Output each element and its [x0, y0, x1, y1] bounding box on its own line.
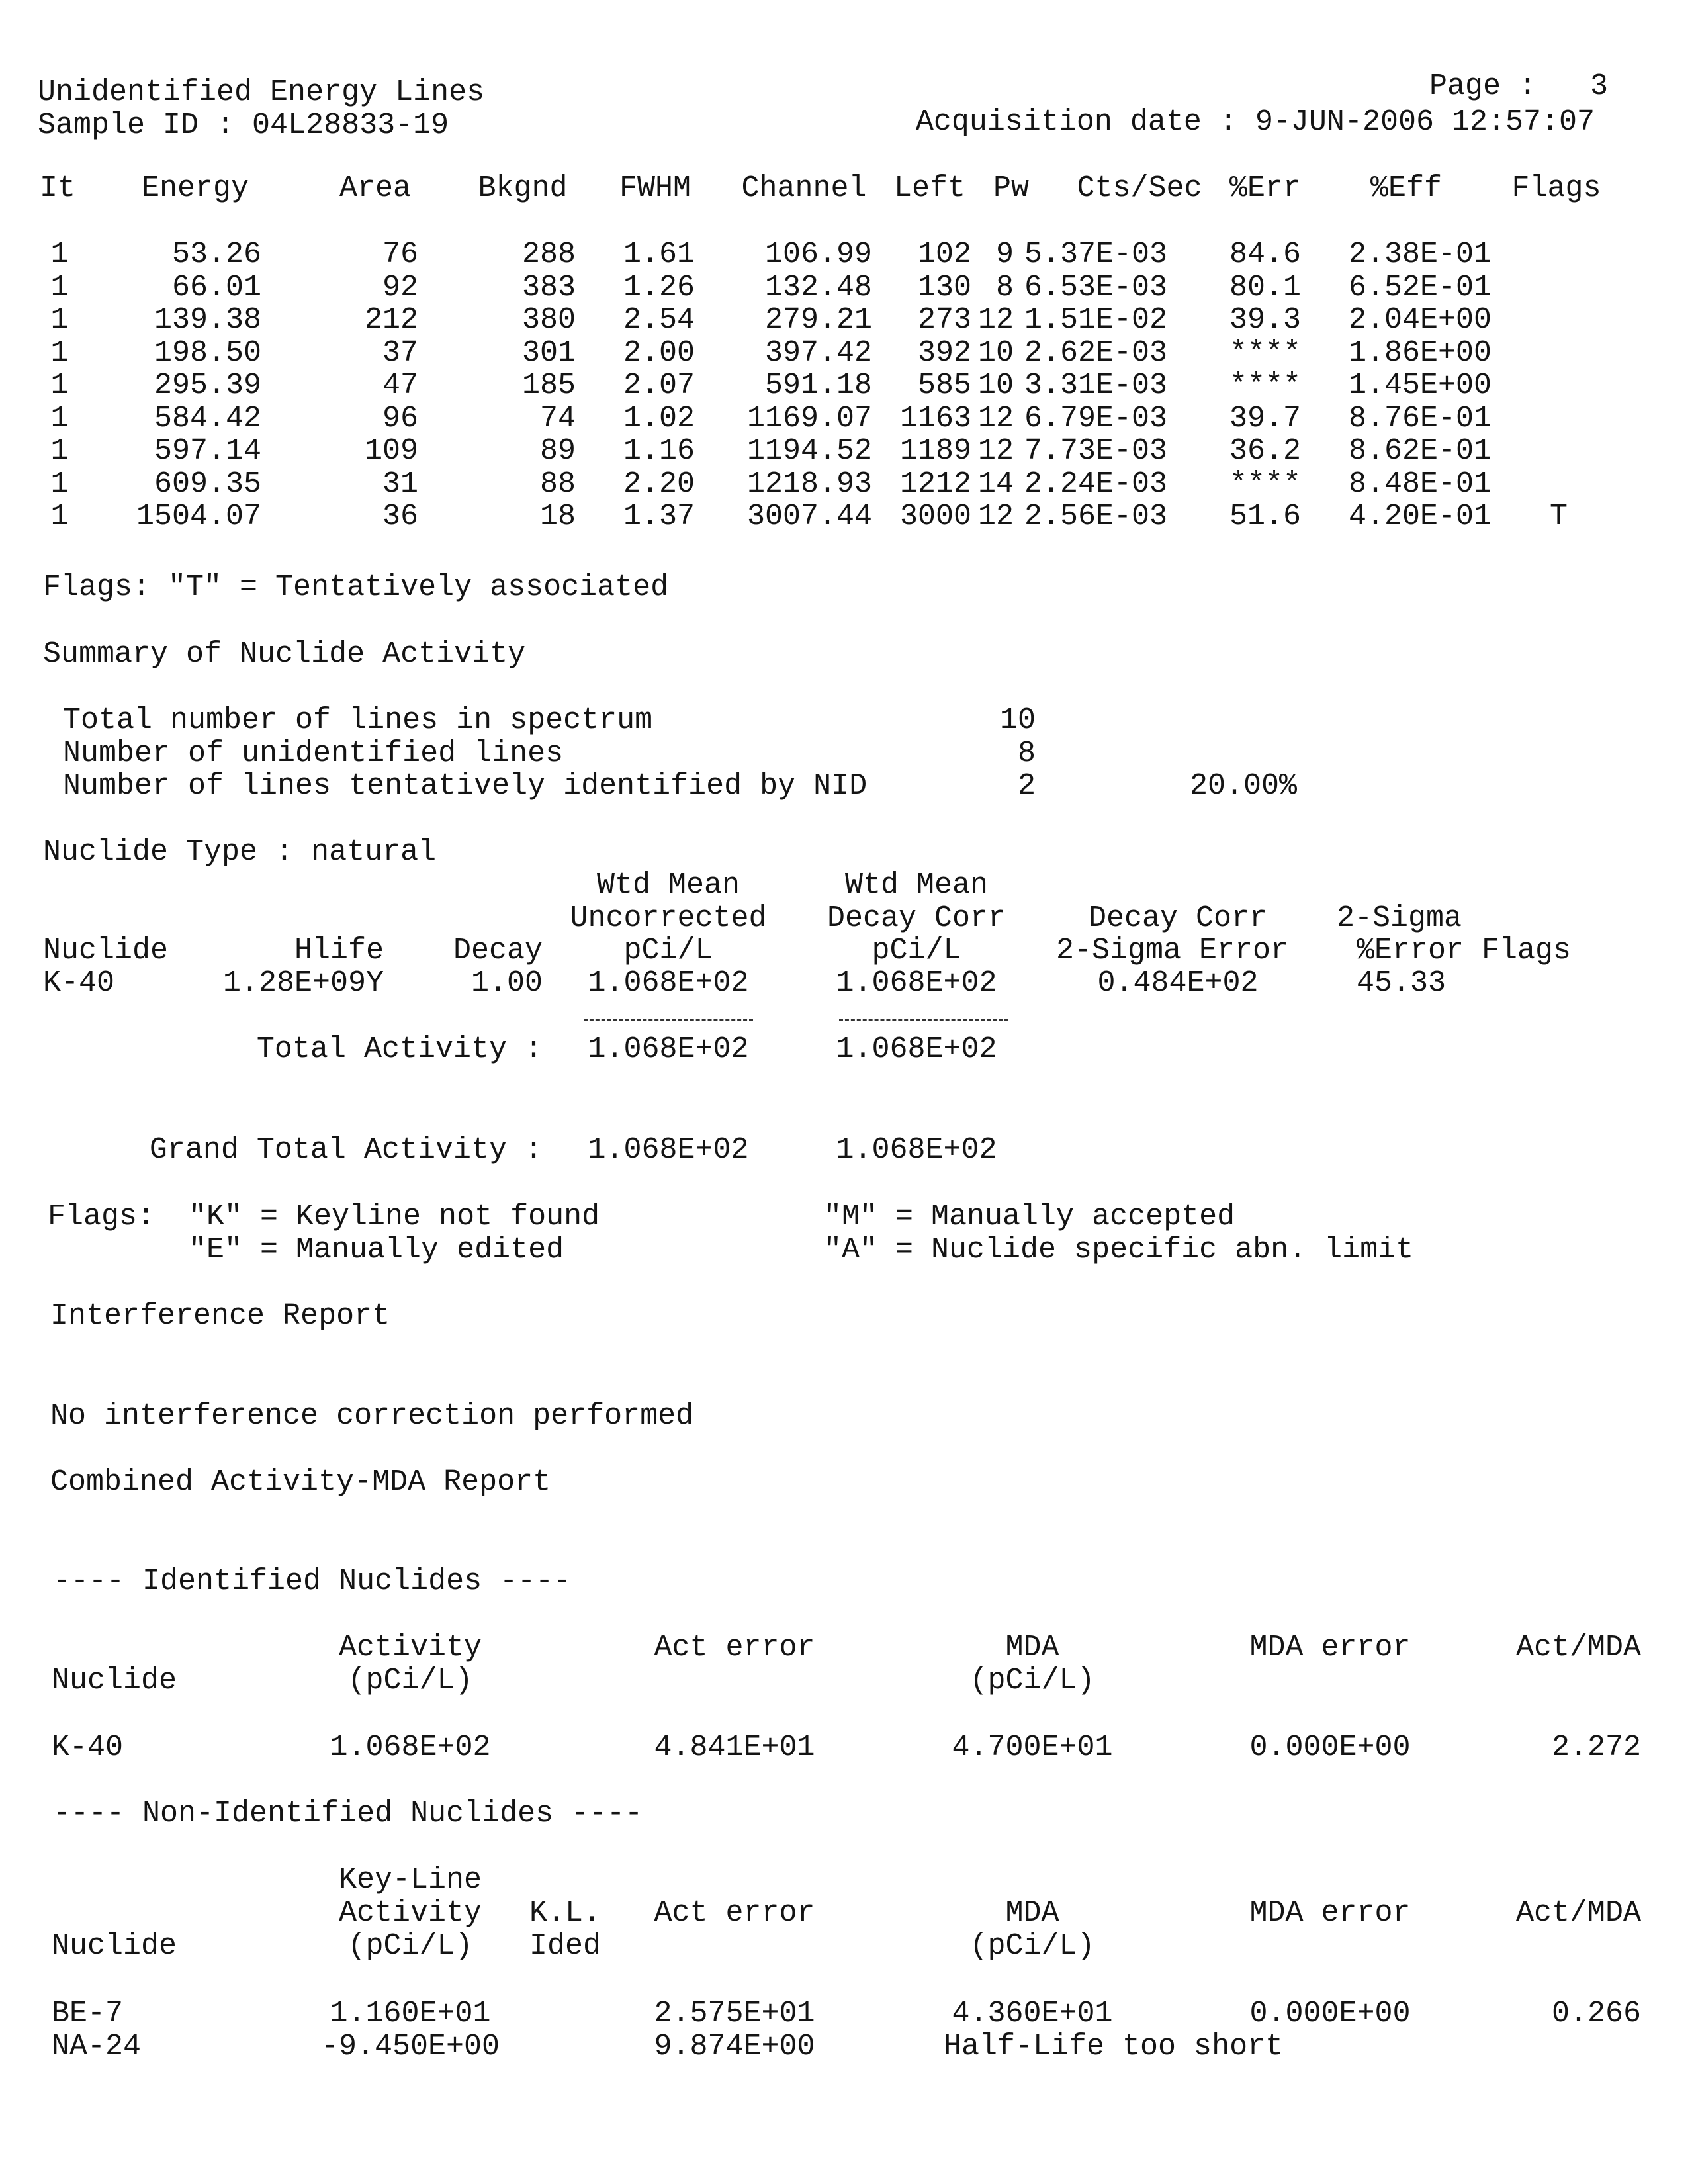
line-cell-pct-err: 39.3: [1229, 303, 1302, 337]
line-cell-pw: 10: [977, 336, 1014, 370]
line-cell-it: 1: [50, 336, 69, 370]
col-header-left: Left: [893, 171, 966, 205]
col-header-cts-sec: Cts/Sec: [1077, 171, 1202, 205]
line-cell-pct-err: 36.2: [1229, 434, 1302, 468]
hdr-2-sigma: 2-Sigma: [1337, 901, 1462, 935]
line-cell-it: 1: [50, 467, 69, 501]
summary-value: 8: [1017, 736, 1036, 770]
line-cell-pct-eff: 8.48E-01: [1349, 467, 1492, 501]
line-cell-pw: 8: [995, 270, 1014, 304]
nonid-activity: 1.160E+01: [330, 1997, 491, 2030]
page-number: Page : 3: [1429, 69, 1608, 103]
col-header-bkgnd: Bkgnd: [478, 171, 568, 205]
hdr-decay: Decay: [453, 934, 543, 968]
line-cell-pct-err: ****: [1229, 369, 1302, 402]
line-cell-bkgnd: 380: [521, 303, 576, 337]
flag-k: "K" = Keyline not found: [189, 1200, 600, 1234]
line-cell-fwhm: 1.37: [623, 500, 695, 533]
line-cell-pct-eff: 8.62E-01: [1349, 434, 1492, 468]
id-hdr-mda-error: MDA error: [1249, 1631, 1411, 1664]
hdr-decay-corr: Decay Corr: [826, 901, 1006, 935]
id-mda-error: 0.000E+00: [1249, 1731, 1411, 1764]
line-cell-bkgnd: 18: [539, 500, 576, 533]
line-cell-cts-sec: 6.53E-03: [1024, 270, 1168, 304]
line-cell-channel: 279.21: [764, 303, 872, 337]
line-cell-fwhm: 1.61: [623, 238, 695, 271]
line-cell-pct-eff: 6.52E-01: [1349, 270, 1492, 304]
line-cell-it: 1: [50, 238, 69, 271]
id-act-error: 4.841E+01: [654, 1731, 815, 1764]
hdr-nuclide: Nuclide: [43, 934, 169, 968]
line-cell-channel: 591.18: [764, 369, 872, 402]
line-cell-pct-eff: 2.04E+00: [1349, 303, 1492, 337]
id-hdr-activity: Activity: [338, 1631, 482, 1664]
id-activity: 1.068E+02: [330, 1731, 491, 1764]
line-cell-energy: 597.14: [154, 434, 261, 468]
line-cell-pw: 12: [977, 401, 1014, 435]
nonid-mda-note: Half-Life too short: [944, 2030, 1284, 2064]
line-cell-left: 3000: [899, 500, 971, 533]
hdr-wtd-mean-1: Wtd Mean: [596, 868, 740, 902]
id-hdr-nuclide: Nuclide: [52, 1664, 177, 1698]
summary-value: 2: [1017, 769, 1036, 803]
line-cell-channel: 132.48: [764, 270, 872, 304]
line-cell-area: 76: [382, 238, 418, 271]
line-cell-area: 47: [382, 369, 418, 402]
line-cell-pct-eff: 8.76E-01: [1349, 401, 1492, 435]
line-cell-cts-sec: 3.31E-03: [1024, 369, 1168, 402]
nonid-nuclide: NA-24: [52, 2030, 142, 2064]
total-activity-uncorrected: 1.068E+02: [588, 1032, 749, 1066]
nonid-mda-error: 0.000E+00: [1249, 1997, 1411, 2030]
line-cell-energy: 198.50: [154, 336, 261, 370]
report-title: Unidentified Energy Lines: [38, 75, 485, 109]
line-cell-bkgnd: 288: [521, 238, 576, 271]
grand-total-label: Grand Total Activity :: [149, 1133, 543, 1167]
line-cell-area: 36: [382, 500, 418, 533]
nonid-title: ---- Non-Identified Nuclides ----: [53, 1797, 643, 1831]
id-mda: 4.700E+01: [952, 1731, 1113, 1764]
nonid-hdr-act-mda: Act/MDA: [1515, 1896, 1641, 1930]
nuclide-2-sigma-error: 0.484E+02: [1097, 966, 1259, 1000]
nonid-hdr-act-error: Act error: [654, 1896, 815, 1930]
line-cell-pw: 12: [977, 500, 1014, 533]
line-cell-channel: 3007.44: [746, 500, 872, 533]
summary-label: Number of unidentified lines: [63, 736, 564, 770]
nonid-hdr-activity: Activity: [338, 1896, 482, 1930]
acquisition-date: Acquisition date : 9-JUN-2006 12:57:07: [915, 105, 1595, 139]
nonid-hdr-keyline: Key-Line: [338, 1863, 482, 1897]
nonid-act-mda: 0.266: [1551, 1997, 1641, 2030]
line-cell-fwhm: 1.16: [623, 434, 695, 468]
line-cell-it: 1: [50, 303, 69, 337]
line-cell-area: 92: [382, 270, 418, 304]
summary-value: 10: [999, 704, 1036, 737]
hdr-decay-corr-2: Decay Corr: [1088, 901, 1268, 935]
line-cell-it: 1: [50, 500, 69, 533]
hdr-wtd-mean-2: Wtd Mean: [844, 868, 989, 902]
id-hdr-act-mda: Act/MDA: [1515, 1631, 1641, 1664]
col-header-pw: Pw: [993, 171, 1029, 205]
line-cell-pw: 12: [977, 303, 1014, 337]
line-cell-fwhm: 2.00: [623, 336, 695, 370]
line-cell-channel: 1218.93: [746, 467, 872, 501]
col-header-flags: Flags: [1511, 171, 1601, 205]
nuclide-decay-corr: 1.068E+02: [836, 966, 997, 1000]
sample-id: Sample ID : 04L28833-19: [38, 109, 449, 142]
nonid-hdr-kl: K.L.: [529, 1896, 602, 1930]
nonid-hdr-mda-error: MDA error: [1249, 1896, 1411, 1930]
id-hdr-mda-unit: (pCi/L): [969, 1664, 1095, 1698]
line-cell-pw: 14: [977, 467, 1014, 501]
line-cell-left: 1163: [899, 401, 971, 435]
hdr-uncorrected: Uncorrected: [570, 901, 767, 935]
flags-legend-prefix: Flags:: [48, 1200, 156, 1234]
nuclide-type-title: Nuclide Type : natural: [43, 835, 437, 869]
line-cell-bkgnd: 301: [521, 336, 576, 370]
summary-label: Number of lines tentatively identified by NID: [63, 769, 868, 803]
hdr-pci-l-1: pCi/L: [623, 934, 713, 968]
nonid-hdr-mda-unit: (pCi/L): [969, 1929, 1095, 1963]
interference-text: No interference correction performed: [50, 1399, 694, 1433]
line-cell-pct-err: 39.7: [1229, 401, 1302, 435]
line-cell-pct-eff: 2.38E-01: [1349, 238, 1492, 271]
hdr-hlife: Hlife: [294, 934, 384, 968]
line-cell-energy: 584.42: [154, 401, 261, 435]
line-cell-channel: 397.42: [764, 336, 872, 370]
total-divider-1: [584, 1019, 753, 1021]
col-header-it: It: [40, 171, 76, 205]
line-cell-channel: 106.99: [764, 238, 872, 271]
line-cell-left: 1189: [899, 434, 971, 468]
flag-a: "A" = Nuclide specific abn. limit: [824, 1233, 1414, 1267]
col-header-area: Area: [339, 171, 412, 205]
nuclide-name: K-40: [43, 966, 115, 1000]
line-cell-fwhm: 2.07: [623, 369, 695, 402]
flag-e: "E" = Manually edited: [189, 1233, 564, 1267]
line-cell-pw: 9: [995, 238, 1014, 271]
line-cell-cts-sec: 2.62E-03: [1024, 336, 1168, 370]
line-cell-bkgnd: 89: [539, 434, 576, 468]
total-activity-decay-corr: 1.068E+02: [836, 1032, 997, 1066]
line-cell-fwhm: 1.02: [623, 401, 695, 435]
line-cell-area: 212: [364, 303, 418, 337]
id-hdr-act-error: Act error: [654, 1631, 815, 1664]
line-cell-area: 37: [382, 336, 418, 370]
nonid-hdr-activity-unit: (pCi/L): [347, 1929, 473, 1963]
line-cell-fwhm: 1.26: [623, 270, 695, 304]
line-cell-left: 130: [917, 270, 971, 304]
line-cell-fwhm: 2.20: [623, 467, 695, 501]
total-activity-label: Total Activity :: [256, 1032, 543, 1066]
col-header-fwhm: FWHM: [619, 171, 691, 205]
line-cell-cts-sec: 1.51E-02: [1024, 303, 1168, 337]
identified-title: ---- Identified Nuclides ----: [53, 1565, 572, 1598]
nonid-hdr-ided: Ided: [529, 1929, 602, 1963]
nonid-hdr-mda: MDA: [1005, 1896, 1059, 1930]
nuclide-decay: 1.00: [470, 966, 543, 1000]
line-cell-left: 1212: [899, 467, 971, 501]
line-cell-left: 102: [917, 238, 971, 271]
line-cell-left: 273: [917, 303, 971, 337]
grand-total-uncorrected: 1.068E+02: [588, 1133, 749, 1167]
line-cell-pct-err: 84.6: [1229, 238, 1302, 271]
line-cell-it: 1: [50, 401, 69, 435]
line-cell-pct-eff: 1.45E+00: [1349, 369, 1492, 402]
id-hdr-mda: MDA: [1005, 1631, 1059, 1664]
line-cell-pct-eff: 1.86E+00: [1349, 336, 1492, 370]
hdr-error-flags: %Error Flags: [1357, 934, 1572, 968]
interference-title: Interference Report: [50, 1299, 390, 1333]
col-header-energy: Energy: [141, 171, 249, 205]
combined-title: Combined Activity-MDA Report: [50, 1465, 551, 1499]
line-cell-flags: T: [1550, 500, 1568, 533]
total-divider-2: [839, 1019, 1008, 1021]
line-cell-bkgnd: 88: [539, 467, 576, 501]
line-cell-it: 1: [50, 434, 69, 468]
nonid-activity: -9.450E+00: [320, 2030, 500, 2064]
id-hdr-activity-unit: (pCi/L): [347, 1664, 473, 1698]
id-act-mda: 2.272: [1551, 1731, 1641, 1764]
line-cell-area: 109: [364, 434, 418, 468]
line-cell-left: 585: [917, 369, 971, 402]
line-cell-pw: 12: [977, 434, 1014, 468]
line-cell-energy: 295.39: [154, 369, 261, 402]
grand-total-decay-corr: 1.068E+02: [836, 1133, 997, 1167]
line-cell-bkgnd: 185: [521, 369, 576, 402]
line-cell-energy: 1504.07: [136, 500, 261, 533]
line-cell-cts-sec: 7.73E-03: [1024, 434, 1168, 468]
col-header-pct-eff: %Eff: [1370, 171, 1443, 205]
line-cell-energy: 53.26: [171, 238, 261, 271]
line-cell-pct-eff: 4.20E-01: [1349, 500, 1492, 533]
line-cell-bkgnd: 383: [521, 270, 576, 304]
line-cell-energy: 609.35: [154, 467, 261, 501]
line-cell-bkgnd: 74: [539, 401, 576, 435]
nuclide-uncorrected: 1.068E+02: [588, 966, 749, 1000]
nonid-act-error: 2.575E+01: [654, 1997, 815, 2030]
line-cell-cts-sec: 5.37E-03: [1024, 238, 1168, 271]
col-header-channel: Channel: [741, 171, 867, 205]
line-cell-cts-sec: 2.56E-03: [1024, 500, 1168, 533]
summary-extra: 20.00%: [1189, 769, 1297, 803]
summary-title: Summary of Nuclide Activity: [43, 637, 526, 671]
nonid-nuclide: BE-7: [52, 1997, 124, 2030]
nuclide-pct-error: 45.33: [1357, 966, 1447, 1000]
nonid-hdr-nuclide: Nuclide: [52, 1929, 177, 1963]
flag-m: "M" = Manually accepted: [824, 1200, 1235, 1234]
line-cell-pct-err: 80.1: [1229, 270, 1302, 304]
line-cell-cts-sec: 2.24E-03: [1024, 467, 1168, 501]
line-cell-left: 392: [917, 336, 971, 370]
hdr-2-sigma-error: 2-Sigma Error: [1056, 934, 1289, 968]
col-header-pct-err: %Err: [1229, 171, 1302, 205]
line-cell-pct-err: ****: [1229, 467, 1302, 501]
line-cell-fwhm: 2.54: [623, 303, 695, 337]
nonid-mda: 4.360E+01: [952, 1997, 1113, 2030]
line-cell-channel: 1169.07: [746, 401, 872, 435]
line-cell-channel: 1194.52: [746, 434, 872, 468]
flags-note: Flags: "T" = Tentatively associated: [43, 570, 669, 604]
line-cell-area: 31: [382, 467, 418, 501]
line-cell-pw: 10: [977, 369, 1014, 402]
line-cell-energy: 139.38: [154, 303, 261, 337]
line-cell-pct-err: 51.6: [1229, 500, 1302, 533]
id-nuclide: K-40: [52, 1731, 124, 1764]
summary-label: Total number of lines in spectrum: [63, 704, 653, 737]
line-cell-it: 1: [50, 369, 69, 402]
line-cell-pct-err: ****: [1229, 336, 1302, 370]
line-cell-area: 96: [382, 401, 418, 435]
nonid-act-error: 9.874E+00: [654, 2030, 815, 2064]
nuclide-hlife: 1.28E+09Y: [222, 966, 384, 1000]
line-cell-energy: 66.01: [171, 270, 261, 304]
line-cell-it: 1: [50, 270, 69, 304]
line-cell-cts-sec: 6.79E-03: [1024, 401, 1168, 435]
hdr-pci-l-2: pCi/L: [871, 934, 961, 968]
